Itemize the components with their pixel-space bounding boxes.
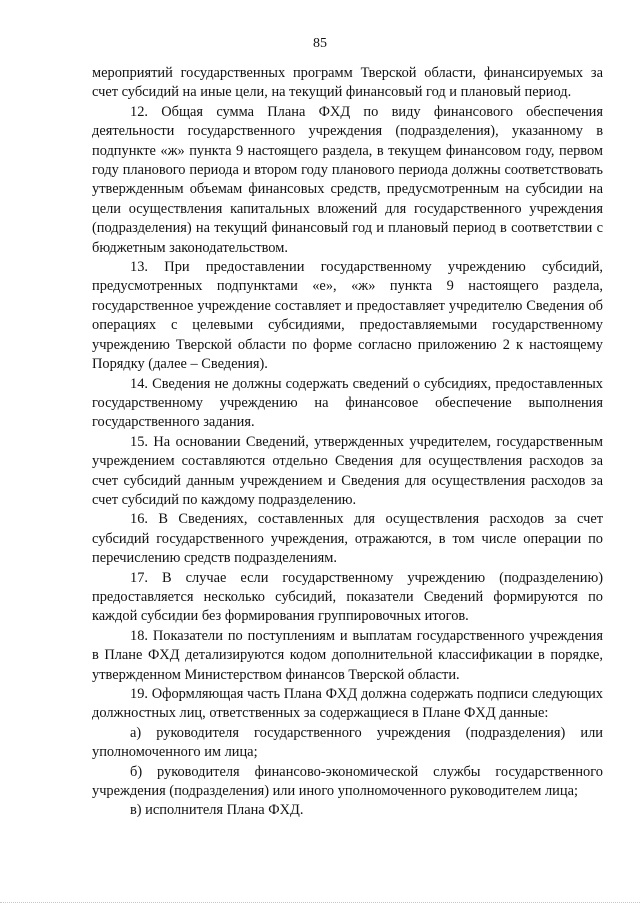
paragraph-14: 14. Сведения не должны содержать сведений о субсидиях, предоставленных государственному учреждению на финансовое обеспечение выполнения государственного задания. bbox=[92, 375, 603, 431]
paragraph-15: 15. На основании Сведений, утвержденных учредителем, государственным учреждением составляются отдельно Сведения для осуществления расходов за счет субсидий данным учреждением и Сведения для осуществления расходов за счет субсидий по каждому подразделению. bbox=[92, 433, 603, 508]
list-item-a: а) руководителя государственного учреждения (подразделения) или уполномоченного им лица; bbox=[92, 724, 603, 761]
paragraph-13: 13. При предоставлении государственному учреждению субсидий, предусмотренных подпунктами «е», «ж» пункта 9 настоящего раздела, государственное учреждение составляет и предоставляет учредителю Сведения об операциях с целевыми субсидиями, предоставляемыми государственному учреждению Тверской области по форме согласно приложению 2 к настоящему Порядку (далее – Сведения). bbox=[92, 259, 603, 373]
page-number: 85 bbox=[313, 36, 327, 51]
paragraph-18: 18. Показатели по поступлениям и выплатам государственного учреждения в Плане ФХД детализируются кодом дополнительной классификации в порядке, утвержденном Министерством финансов Тверской области. bbox=[92, 627, 603, 683]
scan-edge-divider bbox=[0, 902, 640, 904]
document-body bbox=[92, 64, 603, 821]
paragraph-12: 12. Общая сумма Плана ФХД по виду финансового обеспечения деятельности государственного учреждения (подразделения), указанному в подпункте «ж» пункта 9 настоящего раздела, в текущем финансовом году, первом году планового периода и втором году планового периода должны соответствовать утвержденным объемам финансовых средств, предусмотренным на субсидии на цели осуществления капитальных вложений для государственного учреждения (подразделения) на текущий финансовый год и плановый период в соответствии с бюджетным законодательством. bbox=[92, 103, 603, 256]
list-item-b: б) руководителя финансово-экономической службы государственного учреждения (подразделения) или иного уполномоченного руководителем лица; bbox=[92, 763, 603, 800]
list-item-v: в) исполнителя Плана ФХД. bbox=[130, 802, 304, 819]
paragraph-16: 16. В Сведениях, составленных для осуществления расходов за счет субсидий государственного учреждения, отражаются, в том числе операции по перечислению средств подразделениям. bbox=[92, 511, 603, 567]
paragraph-continuation: мероприятий государственных программ Тверской области, финансируемых за счет субсидий на иные цели, на текущий финансовый год и плановый период. bbox=[92, 65, 603, 101]
paragraph-17: 17. В случае если государственному учреждению (подразделению) предоставляется несколько субсидий, показатели Сведений формируются по каждой субсидии без формирования группировочных итогов. bbox=[92, 569, 603, 625]
paragraph-19: 19. Оформляющая часть Плана ФХД должна содержать подписи следующих должностных лиц, ответственных за содержащиеся в Плане ФХД данные: bbox=[92, 686, 603, 722]
